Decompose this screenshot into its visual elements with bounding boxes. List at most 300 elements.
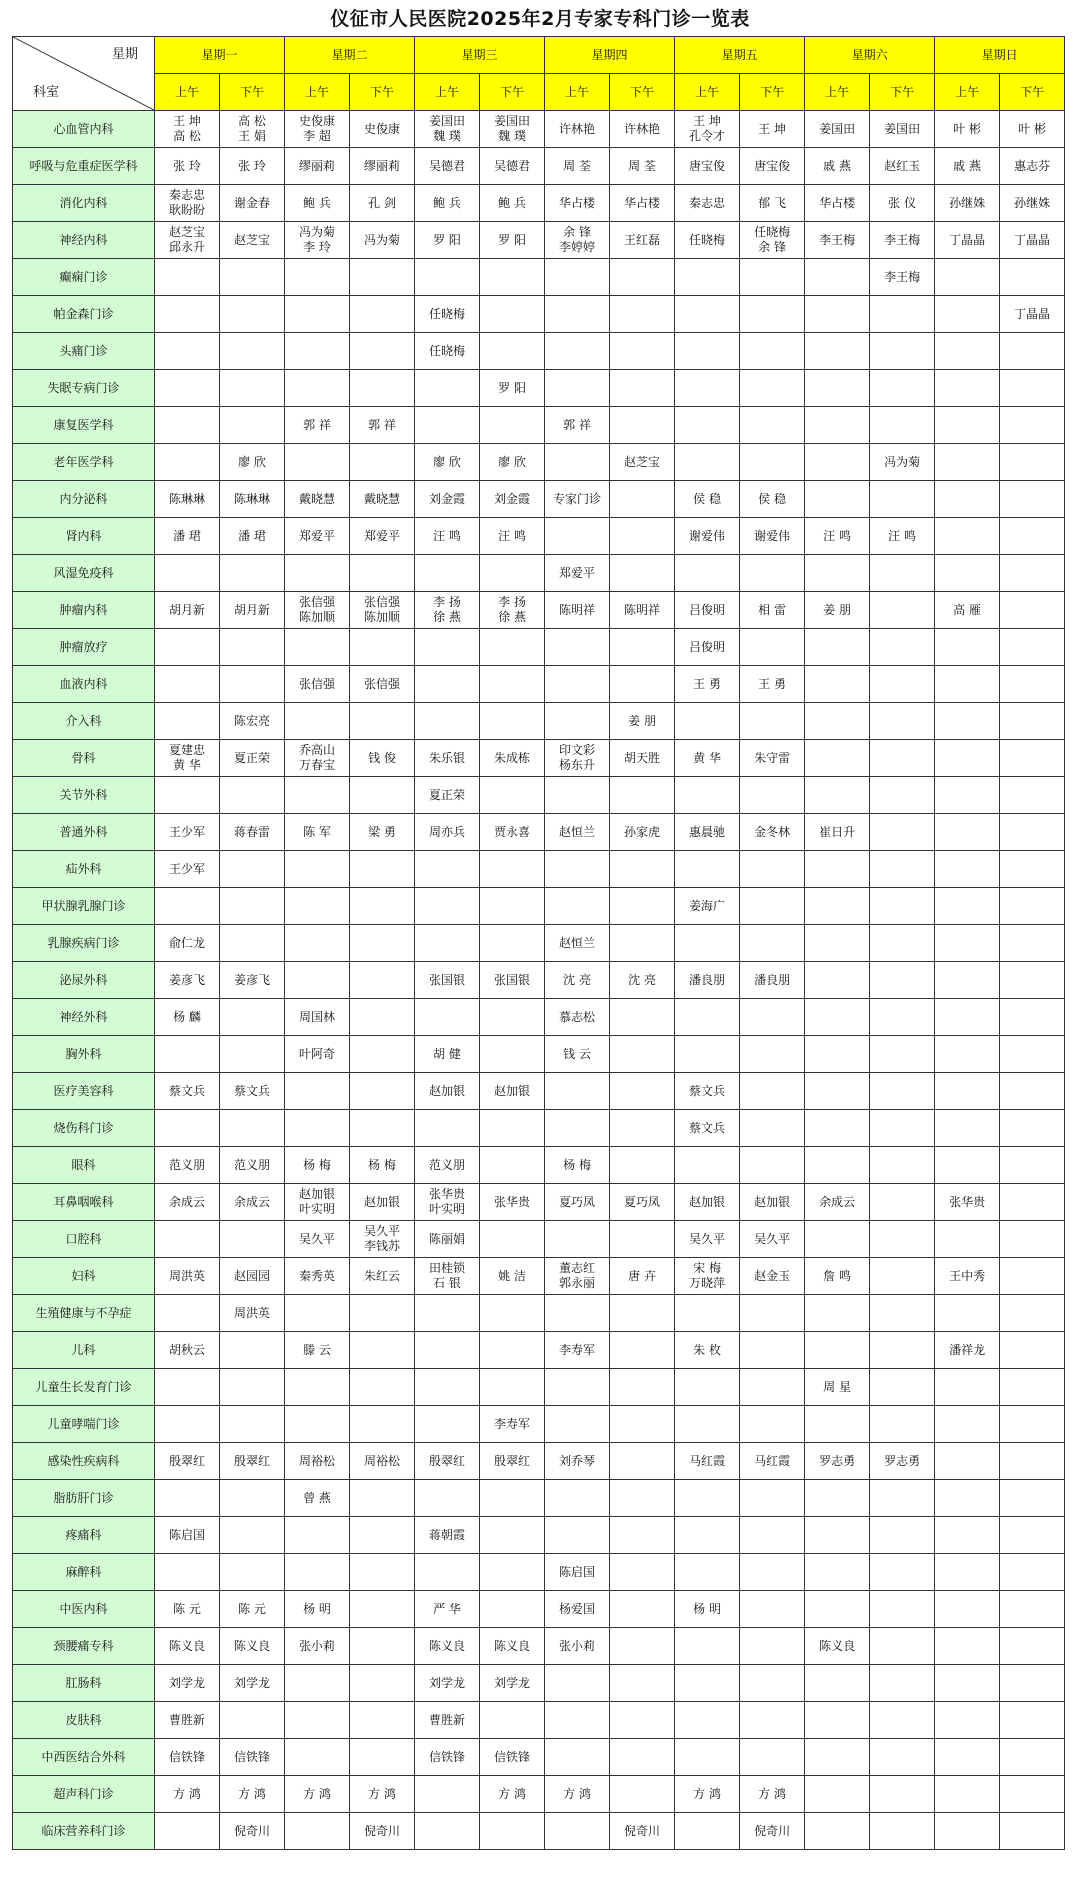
doctor-cell-pm: [480, 1221, 545, 1258]
doctor-cell-am: [935, 1221, 1000, 1258]
doctor-cell-am: [415, 185, 480, 222]
doctor-cell-pm: [870, 999, 935, 1036]
doctor-name: 蒋朝霞: [429, 1527, 466, 1542]
doctor-cell-am: [545, 703, 610, 740]
doctor-cell-pm: [870, 222, 935, 259]
doctor-cell-am: [415, 1702, 480, 1739]
doctor-cell-pm: [480, 1036, 545, 1073]
department-row: [13, 740, 1065, 777]
doctor-name: 印文彩: [559, 743, 596, 757]
doctor-cell-am: [155, 703, 220, 740]
doctor-name: 姜国田: [884, 121, 921, 136]
doctor-cell-am: [935, 1554, 1000, 1591]
doctor-cell-pm: [1000, 1110, 1065, 1147]
doctor-cell-pm: [1000, 1036, 1065, 1073]
doctor-cell-pm: [220, 962, 285, 999]
doctor-cell-pm: [1000, 1517, 1065, 1554]
header-row-slots: [13, 74, 1065, 111]
doctor-cell-pm: [610, 1073, 675, 1110]
doctor-cell-am: [675, 259, 740, 296]
department-row: [13, 925, 1065, 962]
doctor-name: 高 雁: [953, 602, 981, 617]
department-row: [13, 703, 1065, 740]
doctor-cell-pm: [1000, 518, 1065, 555]
doctor-cell-am: [415, 148, 480, 185]
doctor-name: 赵芝宝: [624, 454, 661, 469]
slot-am-header: 上午: [285, 74, 350, 111]
doctor-name: 王 勇: [693, 676, 721, 691]
doctor-cell-pm: [1000, 629, 1065, 666]
doctor-cell-am: [805, 1665, 870, 1702]
doctor-cell-am: [285, 1702, 350, 1739]
doctor-cell-pm: [480, 666, 545, 703]
doctor-name: 俞仁龙: [168, 935, 205, 950]
doctor-name: 余 锋: [563, 225, 591, 239]
doctor-cell-am: [805, 1184, 870, 1221]
doctor-cell-pm: [220, 814, 285, 851]
doctor-cell-pm: [610, 629, 675, 666]
day-header-sat: 星期六: [805, 37, 935, 74]
doctor-cell-am: [155, 259, 220, 296]
doctor-cell-pm: [1000, 1776, 1065, 1813]
doctor-cell-pm: [610, 481, 675, 518]
doctor-name: 专家门诊: [553, 491, 602, 506]
page-title: 仪征市人民医院2025年2月专家专科门诊一览表: [330, 8, 750, 30]
doctor-cell-am: [545, 1702, 610, 1739]
doctor-cell-am: [155, 1776, 220, 1813]
doctor-cell-pm: [740, 740, 805, 777]
doctor-cell-am: [415, 1554, 480, 1591]
doctor-cell-am: [155, 1073, 220, 1110]
doctor-cell-am: [935, 1591, 1000, 1628]
doctor-cell-am: [285, 1110, 350, 1147]
doctor-name: 李王梅: [884, 232, 921, 247]
doctor-cell-pm: [610, 1332, 675, 1369]
department-row: [13, 1406, 1065, 1443]
doctor-cell-pm: [220, 1332, 285, 1369]
doctor-cell-am: [805, 592, 870, 629]
doctor-name: 郭永丽: [559, 1276, 596, 1290]
doctor-cell-am: [805, 1739, 870, 1776]
doctor-name: 赵加银: [689, 1194, 726, 1209]
doctor-cell-am: [285, 629, 350, 666]
doctor-name: 李 超: [303, 129, 331, 143]
doctor-cell-am: [285, 1258, 350, 1295]
doctor-name: 孙家虎: [624, 824, 661, 839]
doctor-cell-am: [415, 777, 480, 814]
doctor-name: 夏正荣: [429, 787, 466, 802]
doctor-cell-pm: [1000, 1628, 1065, 1665]
doctor-cell-am: [545, 1443, 610, 1480]
doctor-cell-pm: [220, 703, 285, 740]
doctor-cell-am: [285, 296, 350, 333]
doctor-cell-am: [675, 740, 740, 777]
doctor-cell-am: [935, 814, 1000, 851]
doctor-cell-pm: [870, 1443, 935, 1480]
doctor-name: 相 雷: [758, 602, 786, 617]
doctor-cell-am: [675, 407, 740, 444]
doctor-cell-pm: [870, 1073, 935, 1110]
doctor-cell-am: [415, 370, 480, 407]
doctor-name: 汪 鸣: [498, 528, 526, 543]
doctor-name: 耿盼盼: [168, 203, 205, 217]
doctor-cell-am: [545, 111, 610, 148]
doctor-cell-pm: [220, 1258, 285, 1295]
doctor-cell-am: [155, 370, 220, 407]
doctor-cell-am: [545, 592, 610, 629]
doctor-name: 罗 阳: [498, 380, 526, 395]
doctor-cell-am: [545, 1073, 610, 1110]
doctor-name: 吕俊明: [689, 602, 726, 617]
doctor-cell-am: [415, 851, 480, 888]
doctor-name: 孔 剑: [368, 195, 396, 210]
doctor-cell-am: [285, 444, 350, 481]
doctor-cell-pm: [480, 851, 545, 888]
doctor-cell-pm: [480, 259, 545, 296]
doctor-cell-pm: [870, 1702, 935, 1739]
doctor-cell-am: [675, 888, 740, 925]
slot-am-header: 上午: [545, 74, 610, 111]
doctor-cell-am: [935, 1739, 1000, 1776]
doctor-cell-pm: [480, 925, 545, 962]
doctor-cell-pm: [740, 222, 805, 259]
doctor-cell-am: [935, 777, 1000, 814]
doctor-cell-am: [545, 925, 610, 962]
doctor-cell-pm: [870, 666, 935, 703]
doctor-cell-am: [285, 1480, 350, 1517]
doctor-cell-pm: [350, 1443, 415, 1480]
doctor-cell-pm: [610, 851, 675, 888]
doctor-cell-pm: [480, 1184, 545, 1221]
doctor-cell-pm: [480, 629, 545, 666]
doctor-cell-pm: [350, 1480, 415, 1517]
doctor-cell-am: [285, 925, 350, 962]
doctor-name: 张国银: [494, 972, 531, 987]
doctor-name: 胡月新: [168, 602, 205, 617]
doctor-cell-pm: [350, 444, 415, 481]
doctor-name: 汪 鸣: [433, 528, 461, 543]
doctor-cell-am: [675, 851, 740, 888]
doctor-name: 赵恒兰: [559, 935, 596, 950]
doctor-name: 吴久平: [754, 1231, 791, 1246]
department-row: [13, 185, 1065, 222]
doctor-cell-pm: [350, 1406, 415, 1443]
department-row: [13, 814, 1065, 851]
doctor-cell-am: [935, 962, 1000, 999]
doctor-cell-pm: [610, 333, 675, 370]
doctor-cell-pm: [1000, 222, 1065, 259]
doctor-name: 谢爱伟: [689, 528, 726, 543]
doctor-cell-am: [935, 1147, 1000, 1184]
doctor-cell-am: [675, 222, 740, 259]
doctor-cell-pm: [870, 740, 935, 777]
doctor-name: 秦秀英: [299, 1268, 336, 1283]
doctor-cell-pm: [740, 1813, 805, 1850]
doctor-cell-am: [935, 111, 1000, 148]
doctor-cell-pm: [740, 1073, 805, 1110]
doctor-cell-am: [415, 1369, 480, 1406]
doctor-cell-pm: [350, 1036, 415, 1073]
doctor-cell-am: [545, 1332, 610, 1369]
doctor-cell-pm: [870, 185, 935, 222]
doctor-cell-pm: [740, 703, 805, 740]
doctor-cell-pm: [480, 111, 545, 148]
doctor-name: 王 勇: [758, 676, 786, 691]
doctor-cell-pm: [740, 259, 805, 296]
doctor-cell-pm: [350, 1332, 415, 1369]
doctor-cell-pm: [350, 1110, 415, 1147]
doctor-cell-pm: [220, 1628, 285, 1665]
doctor-cell-am: [675, 962, 740, 999]
doctor-cell-pm: [350, 999, 415, 1036]
doctor-cell-am: [935, 888, 1000, 925]
doctor-cell-am: [415, 1406, 480, 1443]
doctor-cell-pm: [220, 1480, 285, 1517]
doctor-name: 徐 燕: [433, 610, 461, 624]
doctor-cell-am: [285, 1184, 350, 1221]
doctor-cell-am: [805, 1369, 870, 1406]
doctor-name: 唐宝俊: [754, 158, 791, 173]
doctor-cell-am: [415, 333, 480, 370]
doctor-cell-am: [805, 148, 870, 185]
department-name: 头痛门诊: [13, 333, 155, 370]
doctor-cell-pm: [740, 111, 805, 148]
doctor-cell-am: [675, 1702, 740, 1739]
doctor-cell-am: [805, 703, 870, 740]
doctor-cell-pm: [220, 888, 285, 925]
department-name: 疝外科: [13, 851, 155, 888]
doctor-cell-am: [155, 555, 220, 592]
doctor-cell-am: [805, 1147, 870, 1184]
doctor-cell-pm: [480, 814, 545, 851]
doctor-name: 罗 阳: [433, 232, 461, 247]
doctor-cell-pm: [870, 259, 935, 296]
doctor-cell-am: [415, 1295, 480, 1332]
doctor-cell-pm: [220, 999, 285, 1036]
department-name: 神经内科: [13, 222, 155, 259]
doctor-cell-pm: [480, 1665, 545, 1702]
doctor-name: 叶实明: [299, 1202, 336, 1216]
department-row: [13, 296, 1065, 333]
doctor-name: 朱守雷: [754, 750, 791, 765]
doctor-cell-pm: [870, 518, 935, 555]
doctor-cell-pm: [740, 592, 805, 629]
department-row: [13, 1073, 1065, 1110]
doctor-name: 胡 健: [433, 1046, 461, 1061]
doctor-name: 魏 璞: [498, 129, 526, 143]
doctor-name: 赵加银: [494, 1083, 531, 1098]
doctor-name: 任晓梅: [429, 343, 466, 358]
department-row: [13, 222, 1065, 259]
doctor-name: 刘金霞: [494, 491, 531, 506]
department-name: 烧伤科门诊: [13, 1110, 155, 1147]
doctor-cell-am: [935, 555, 1000, 592]
doctor-cell-am: [805, 333, 870, 370]
doctor-name: 李寿军: [559, 1342, 596, 1357]
doctor-cell-pm: [870, 1369, 935, 1406]
department-row: [13, 444, 1065, 481]
doctor-cell-pm: [220, 592, 285, 629]
doctor-cell-am: [805, 1517, 870, 1554]
doctor-cell-am: [155, 1332, 220, 1369]
department-row: [13, 1369, 1065, 1406]
doctor-cell-am: [805, 1073, 870, 1110]
doctor-cell-am: [285, 1221, 350, 1258]
department-row: [13, 962, 1065, 999]
doctor-cell-am: [285, 1628, 350, 1665]
doctor-cell-am: [675, 1443, 740, 1480]
doctor-name: 杨东升: [559, 758, 596, 772]
doctor-name: 王 坤: [173, 114, 201, 128]
slot-pm-header: 下午: [480, 74, 545, 111]
doctor-cell-am: [805, 111, 870, 148]
department-row: [13, 1036, 1065, 1073]
doctor-cell-pm: [1000, 999, 1065, 1036]
slot-pm-header: 下午: [220, 74, 285, 111]
doctor-cell-am: [545, 1591, 610, 1628]
doctor-name: 姜海广: [689, 898, 726, 913]
doctor-cell-pm: [610, 444, 675, 481]
doctor-cell-am: [285, 222, 350, 259]
doctor-name: 胡秋云: [168, 1342, 205, 1357]
doctor-cell-am: [805, 888, 870, 925]
department-name: 甲状腺乳腺门诊: [13, 888, 155, 925]
doctor-cell-am: [285, 1406, 350, 1443]
doctor-cell-am: [805, 1406, 870, 1443]
doctor-name: 赵加银: [364, 1194, 401, 1209]
doctor-cell-pm: [1000, 555, 1065, 592]
doctor-cell-pm: [480, 1147, 545, 1184]
doctor-cell-am: [545, 1739, 610, 1776]
doctor-cell-am: [545, 407, 610, 444]
department-name: 肿瘤放疗: [13, 629, 155, 666]
department-name: 颈腰痛专科: [13, 1628, 155, 1665]
doctor-name: 吴德君: [494, 158, 531, 173]
doctor-name: 王 坤: [693, 114, 721, 128]
doctor-name: 郭 祥: [368, 417, 396, 432]
doctor-name: 戴晓慧: [299, 491, 336, 506]
doctor-name: 陈 元: [238, 1601, 266, 1616]
slot-am-header: 上午: [935, 74, 1000, 111]
department-row: [13, 1665, 1065, 1702]
doctor-cell-am: [285, 666, 350, 703]
doctor-cell-pm: [610, 259, 675, 296]
doctor-name: 金冬林: [754, 824, 791, 839]
doctor-cell-am: [155, 1443, 220, 1480]
doctor-cell-am: [675, 1739, 740, 1776]
doctor-cell-am: [675, 1591, 740, 1628]
doctor-cell-am: [545, 1517, 610, 1554]
doctor-cell-pm: [220, 1147, 285, 1184]
doctor-name: 郑爱平: [299, 528, 336, 543]
doctor-cell-pm: [610, 814, 675, 851]
doctor-cell-am: [805, 740, 870, 777]
doctor-cell-pm: [610, 296, 675, 333]
department-name: 胸外科: [13, 1036, 155, 1073]
doctor-cell-am: [805, 1554, 870, 1591]
doctor-cell-pm: [610, 222, 675, 259]
doctor-cell-am: [545, 1776, 610, 1813]
department-name: 肾内科: [13, 518, 155, 555]
doctor-name: 陈义良: [819, 1638, 856, 1653]
doctor-name: 杨 麟: [173, 1009, 201, 1024]
doctor-name: 赵红玉: [884, 158, 921, 173]
department-name: 介入科: [13, 703, 155, 740]
department-row: [13, 1776, 1065, 1813]
doctor-cell-pm: [610, 1147, 675, 1184]
doctor-cell-am: [675, 1406, 740, 1443]
doctor-cell-pm: [350, 518, 415, 555]
doctor-cell-pm: [610, 1184, 675, 1221]
doctor-cell-pm: [350, 1665, 415, 1702]
doctor-cell-am: [805, 444, 870, 481]
doctor-cell-pm: [350, 148, 415, 185]
doctor-name: 倪奇川: [624, 1823, 661, 1838]
doctor-cell-pm: [1000, 1813, 1065, 1850]
doctor-cell-am: [415, 111, 480, 148]
department-name: 疼痛科: [13, 1517, 155, 1554]
doctor-cell-pm: [350, 1073, 415, 1110]
doctor-name: 方 鸿: [303, 1786, 331, 1801]
doctor-cell-am: [415, 703, 480, 740]
doctor-cell-am: [805, 1628, 870, 1665]
doctor-cell-am: [285, 814, 350, 851]
slot-pm-header: 下午: [350, 74, 415, 111]
doctor-cell-am: [285, 962, 350, 999]
doctor-cell-am: [805, 1110, 870, 1147]
doctor-cell-pm: [480, 222, 545, 259]
doctor-name: 方 鸿: [758, 1786, 786, 1801]
doctor-cell-pm: [220, 148, 285, 185]
doctor-cell-am: [675, 1517, 740, 1554]
department-name: 血液内科: [13, 666, 155, 703]
department-row: [13, 518, 1065, 555]
doctor-name: 倪奇川: [754, 1823, 791, 1838]
department-row: [13, 1258, 1065, 1295]
doctor-cell-am: [935, 740, 1000, 777]
doctor-name: 杨爱国: [559, 1601, 596, 1616]
doctor-cell-am: [675, 481, 740, 518]
doctor-cell-am: [285, 555, 350, 592]
doctor-cell-pm: [740, 851, 805, 888]
doctor-cell-pm: [350, 1517, 415, 1554]
doctor-name: 许林艳: [559, 121, 596, 136]
doctor-cell-pm: [740, 1591, 805, 1628]
doctor-name: 董志红: [559, 1261, 596, 1275]
doctor-cell-am: [675, 1295, 740, 1332]
doctor-cell-pm: [480, 1591, 545, 1628]
doctor-cell-pm: [1000, 1554, 1065, 1591]
doctor-cell-am: [155, 1702, 220, 1739]
department-row: [13, 481, 1065, 518]
doctor-name: 张华贵: [429, 1187, 466, 1201]
corner-department-label: 科室: [33, 85, 60, 100]
doctor-cell-am: [285, 1073, 350, 1110]
doctor-cell-pm: [1000, 1258, 1065, 1295]
doctor-cell-am: [935, 407, 1000, 444]
doctor-cell-pm: [740, 1702, 805, 1739]
doctor-cell-pm: [220, 1776, 285, 1813]
doctor-cell-am: [155, 148, 220, 185]
doctor-cell-pm: [1000, 1702, 1065, 1739]
doctor-cell-am: [675, 1813, 740, 1850]
doctor-cell-pm: [1000, 1665, 1065, 1702]
doctor-cell-pm: [740, 1369, 805, 1406]
doctor-cell-pm: [610, 1406, 675, 1443]
doctor-name: 信铁锋: [494, 1749, 531, 1764]
doctor-name: 郭 祥: [303, 417, 331, 432]
doctor-cell-am: [935, 1295, 1000, 1332]
